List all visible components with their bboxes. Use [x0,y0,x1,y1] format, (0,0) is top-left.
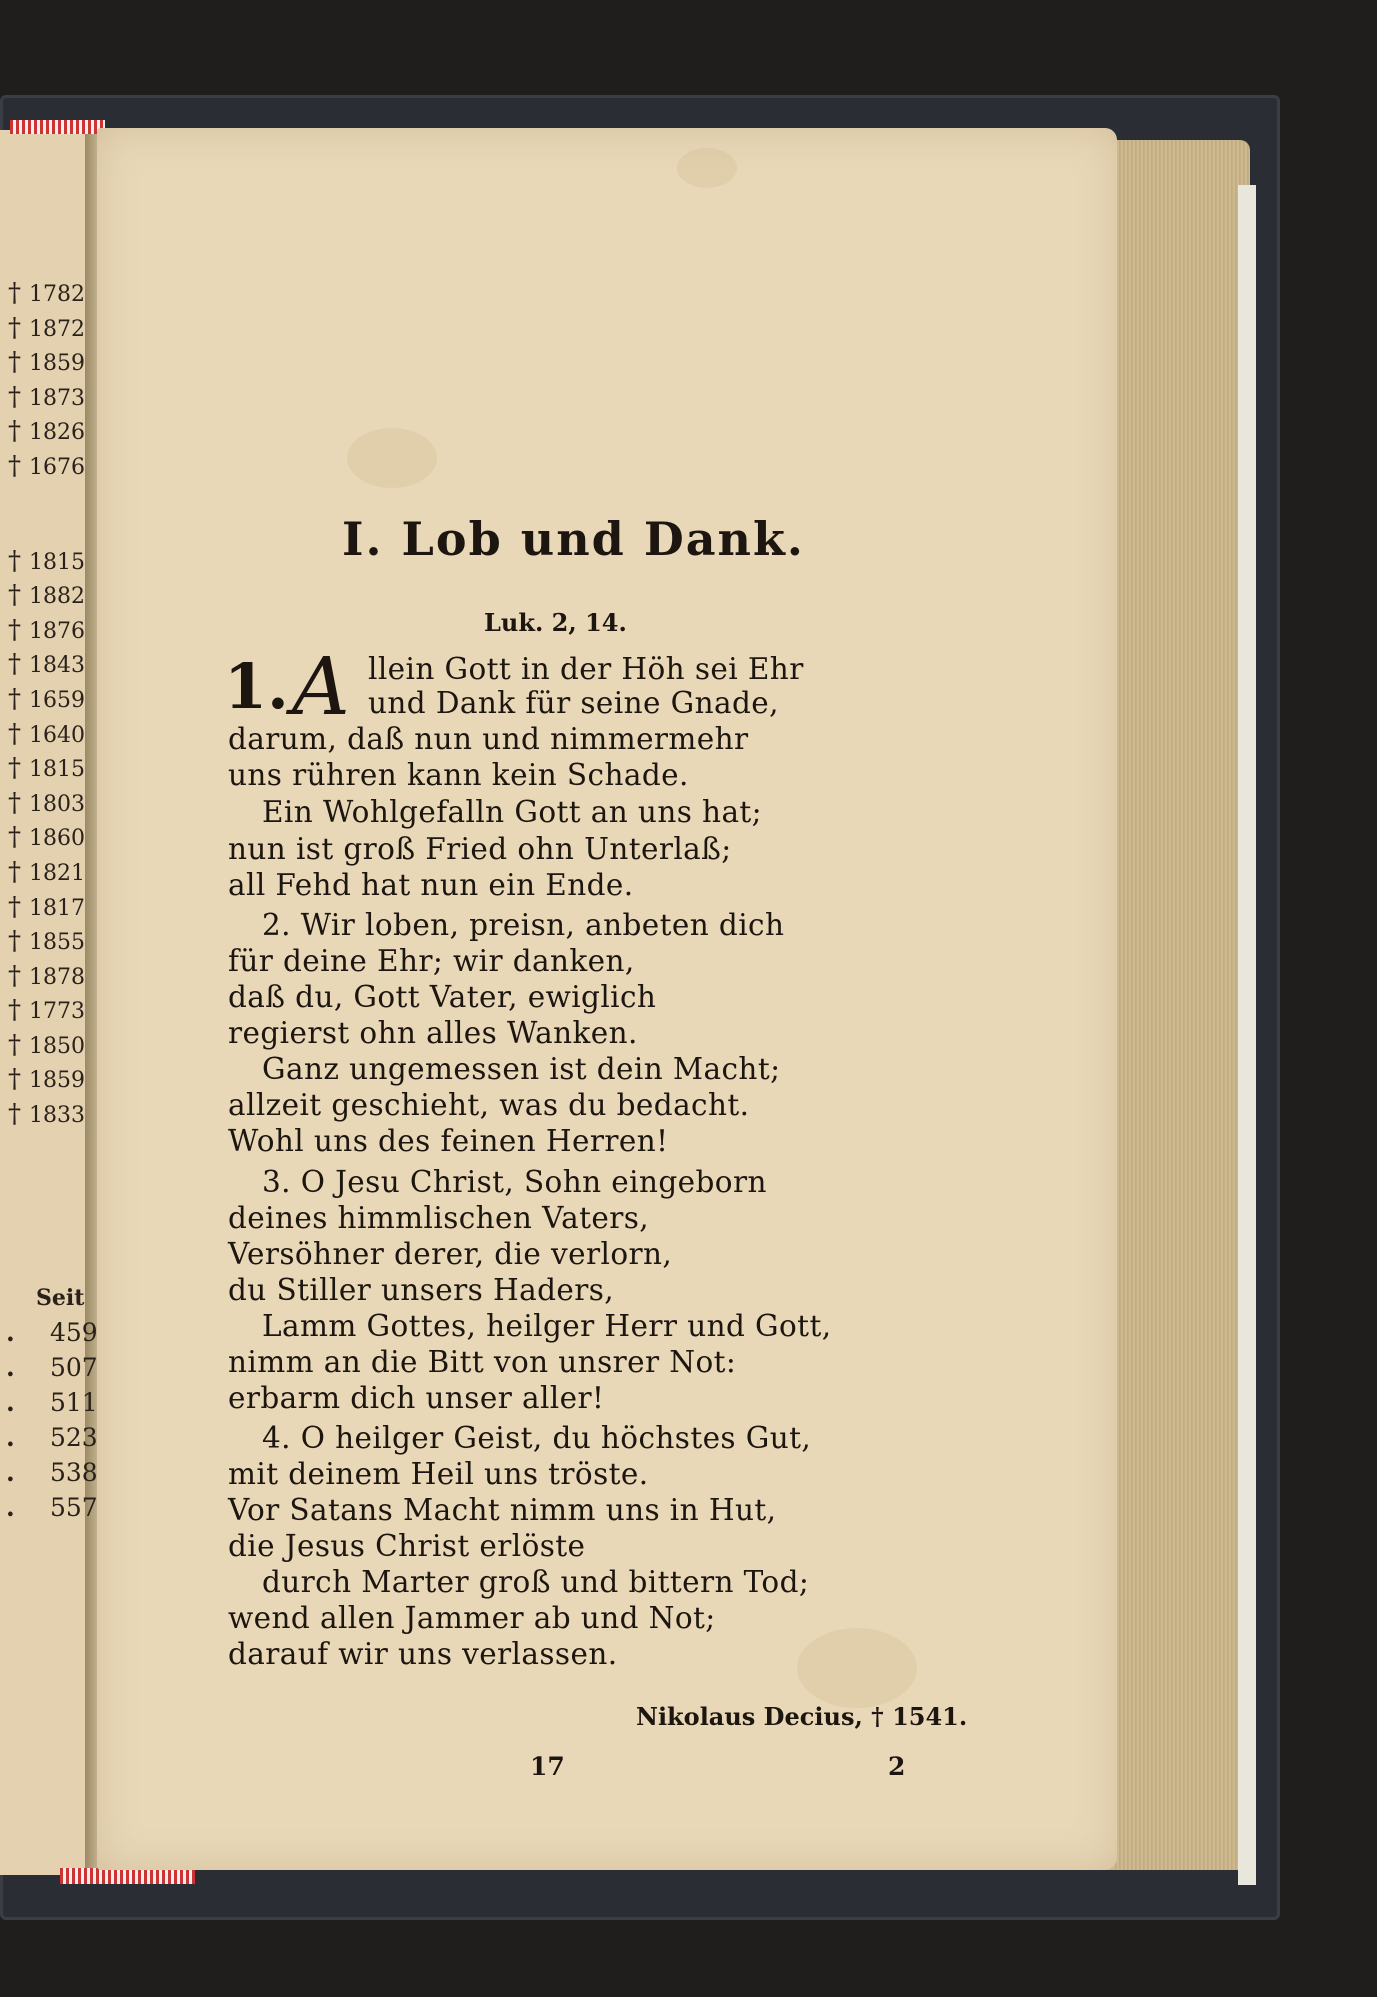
hymn-line: Ein Wohlgefalln Gott an uns hat; [262,795,763,829]
hymn-line: Vor Satans Macht nimm uns in Hut, [228,1493,777,1527]
left-year-row [0,892,95,927]
dagger-mark: † [8,787,21,818]
paper-edge [1238,185,1256,1885]
year-value: 1872 [29,316,85,342]
dagger-mark: † [8,856,21,887]
hymn-line: nimm an die Bitt von unsrer Not: [228,1345,737,1379]
hymn-line: wend allen Jammer ab und Not; [228,1601,716,1635]
leader-dot: . [6,1388,15,1417]
dagger-mark: † [8,926,21,957]
leader-dot: . [6,1423,15,1452]
left-year-row [0,649,95,684]
left-year-row [0,857,95,892]
scripture-reference: Luk. 2, 14. [484,608,627,637]
left-page-year-list [0,278,95,1134]
hymn-line: mit deinem Heil uns tröste. [228,1457,649,1491]
page-ref-value: 507 [50,1353,98,1382]
dagger-mark: † [8,649,21,680]
page-block-edges [1105,140,1250,1870]
dagger-mark: † [8,312,21,343]
dagger-mark: † [8,1029,21,1060]
dagger-mark: † [8,278,21,308]
hymn-line: 2. Wir loben, preisn, anbeten dich [262,908,785,942]
left-year-row [0,347,95,382]
hymn-line: die Jesus Christ erlöste [228,1529,586,1563]
headband-top [10,120,105,134]
left-year-row [0,382,95,417]
page-ref-row [0,1353,98,1388]
dagger-mark: † [8,683,21,714]
dagger-mark: † [8,891,21,922]
paper-stain [347,428,437,488]
page-number: 17 [530,1752,565,1781]
hymn-line: nun ist groß Fried ohn Unterlaß; [228,832,732,866]
year-value: 1860 [29,826,85,852]
left-year-row [0,719,95,754]
left-year-row [0,615,95,650]
left-year-row [0,580,95,615]
dagger-mark: † [8,450,21,481]
dagger-mark: † [8,580,21,611]
page-ref-value: 523 [50,1423,98,1452]
year-value: 1676 [29,454,85,480]
page-ref-value: 538 [50,1458,98,1487]
left-year-row [0,546,95,581]
dagger-mark: † [8,1064,21,1095]
year-value: 1878 [29,964,85,990]
leader-dot: . [6,1458,15,1487]
hymn-line: Versöhner derer, die verlorn, [228,1237,673,1271]
page-ref-row [0,1493,98,1528]
dagger-mark: † [8,822,21,853]
left-year-row [0,753,95,788]
hymn-line: durch Marter groß und bittern Tod; [262,1565,810,1599]
hymn-line: 4. O heilger Geist, du höchstes Gut, [262,1421,812,1455]
hymn-line: Ganz ungemessen ist dein Macht; [262,1052,781,1086]
paper-stain [797,1628,917,1708]
left-year-row [0,926,95,961]
dagger-mark: † [8,960,21,991]
year-value: 1773 [29,999,85,1025]
hymn-line: und Dank für seine Gnade, [368,686,779,720]
left-year-row [0,451,95,486]
left-year-row [0,1064,95,1099]
left-year-row [0,1030,95,1065]
left-year-row [0,995,95,1030]
year-value: 1873 [29,385,85,411]
left-list-gap [0,486,95,546]
hymn-line: Lamm Gottes, heilger Herr und Gott, [262,1309,832,1343]
left-year-row [0,416,95,451]
stanza-number-1: 1. [224,650,289,723]
left-year-row [0,313,95,348]
dagger-mark: † [8,753,21,784]
year-value: 1659 [29,687,85,713]
left-year-row [0,1099,95,1134]
section-heading: I. Lob und Dank. [342,512,805,566]
hymn-line: allzeit geschieht, was du bedacht. [228,1088,750,1122]
year-value: 1826 [29,420,85,446]
drop-cap-initial: A [292,640,350,733]
hymn-line: 3. O Jesu Christ, Sohn eingeborn [262,1165,767,1199]
year-value: 1640 [29,722,85,748]
year-value: 1817 [29,895,85,921]
page-ref-value: 459 [50,1318,98,1347]
leader-dot: . [6,1353,15,1382]
left-year-row [0,961,95,996]
hymn-line: uns rühren kann kein Schade. [228,758,689,792]
dagger-mark: † [8,545,21,576]
year-value: 1850 [29,1033,85,1059]
hymn-line: Wohl uns des feinen Herren! [228,1124,669,1158]
year-value: 1859 [29,1068,85,1094]
left-year-row [0,822,95,857]
dagger-mark: † [8,718,21,749]
hymn-line: darauf wir uns verlassen. [228,1637,618,1671]
page-ref-row [0,1388,98,1423]
hymn-line: regierst ohn alles Wanken. [228,1016,638,1050]
year-value: 1843 [29,653,85,679]
left-year-row [0,788,95,823]
year-value: 1821 [29,860,85,886]
hymn-author: Nikolaus Decius, † 1541. [636,1702,968,1731]
page-ref-row [0,1423,98,1458]
headband-bottom [60,1868,195,1884]
page-ref-row [0,1318,98,1353]
paper-stain [677,148,737,188]
left-year-row [0,684,95,719]
year-value: 1815 [29,549,85,575]
left-page-seite-label: Seit [36,1285,85,1311]
hymn-line: erbarm dich unser aller! [228,1381,605,1415]
signature-mark: 2 [888,1752,906,1781]
dagger-mark: † [8,614,21,645]
dagger-mark: † [8,1099,21,1130]
hymn-line: darum, daß nun und nimmermehr [228,722,749,756]
left-page-refs [0,1318,98,1528]
hymn-line: daß du, Gott Vater, ewiglich [228,980,657,1014]
year-value: 1876 [29,618,85,644]
dagger-mark: † [8,416,21,447]
dagger-mark: † [8,381,21,412]
year-value: 1815 [29,757,85,783]
year-value: 1859 [29,351,85,377]
left-year-row [0,278,95,313]
leader-dot: . [6,1318,15,1347]
dagger-mark: † [8,995,21,1026]
year-value: 1833 [29,1103,85,1129]
leader-dot: . [6,1493,15,1522]
hymn-line: llein Gott in der Höh sei Ehr [368,652,804,686]
year-value: 1782 [29,282,85,307]
show-through-text [440,210,449,241]
page-ref-row [0,1458,98,1493]
hymn-line: du Stiller unsers Haders, [228,1273,615,1307]
page-ref-value: 511 [50,1388,98,1417]
page-ref-value: 557 [50,1493,98,1522]
hymn-line: deines himmlischen Vaters, [228,1201,650,1235]
hymn-line: all Fehd hat nun ein Ende. [228,868,634,902]
dagger-mark: † [8,347,21,378]
year-value: 1855 [29,930,85,956]
year-value: 1803 [29,791,85,817]
hymn-line: für deine Ehr; wir danken, [228,944,635,978]
year-value: 1882 [29,584,85,610]
